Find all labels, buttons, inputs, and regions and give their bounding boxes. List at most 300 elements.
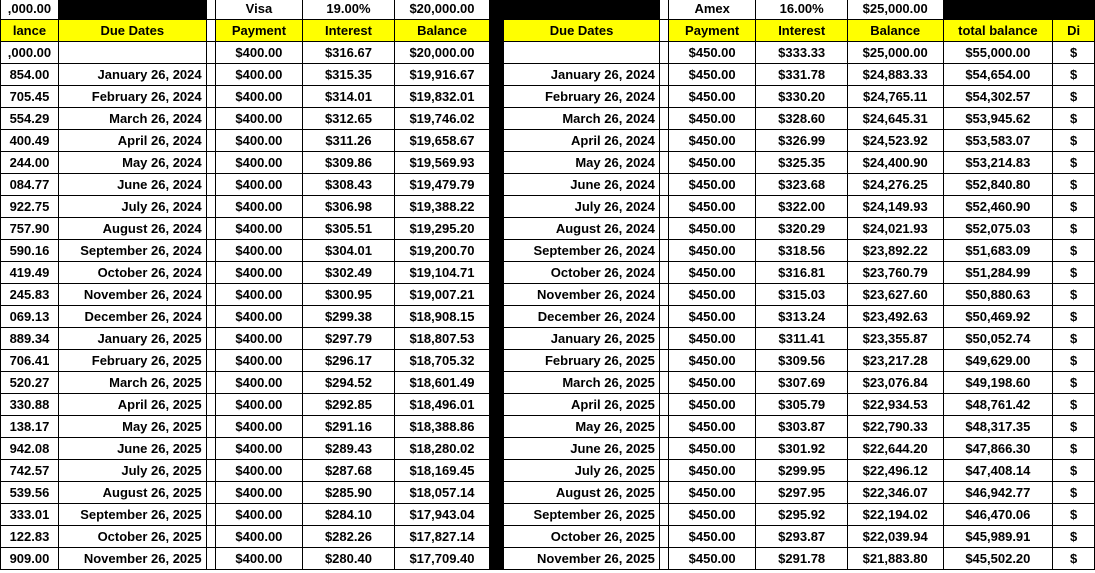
cell-due-date-2[interactable]: December 26, 2024 — [504, 306, 660, 328]
cell-interest-1[interactable]: $284.10 — [303, 504, 394, 526]
cell-balance-1[interactable]: $19,746.02 — [394, 108, 490, 130]
cell-interest-2[interactable]: $303.87 — [756, 416, 847, 438]
gap-cell — [659, 262, 668, 284]
cell-due-date-1[interactable]: May 26, 2024 — [58, 152, 206, 174]
cell-payment-1[interactable]: $400.00 — [215, 240, 303, 262]
cell-balance-1[interactable]: $18,496.01 — [394, 394, 490, 416]
cell-due-date-2[interactable]: June 26, 2025 — [504, 438, 660, 460]
table-row[interactable] — [1, 108, 1095, 130]
cell-due-date-2[interactable]: February 26, 2025 — [504, 350, 660, 372]
cell-payment-2[interactable]: $450.00 — [668, 86, 756, 108]
cell-payment-2[interactable]: $450.00 — [668, 108, 756, 130]
cell-payment-2[interactable]: $450.00 — [668, 196, 756, 218]
cell-due-date-1[interactable]: January 26, 2024 — [58, 64, 206, 86]
cell-due-date-2[interactable]: May 26, 2024 — [504, 152, 660, 174]
cell-balance-2[interactable]: $24,276.25 — [847, 174, 943, 196]
cell-left-balance[interactable]: 330.88 — [1, 394, 59, 416]
cell-interest-2[interactable]: $331.78 — [756, 64, 847, 86]
cell-payment-1[interactable]: $400.00 — [215, 482, 303, 504]
cell-payment-1[interactable]: $400.00 — [215, 372, 303, 394]
cell-balance-2[interactable]: $23,076.84 — [847, 372, 943, 394]
cell-payment-1[interactable]: $400.00 — [215, 218, 303, 240]
cell-total-balance[interactable]: $50,052.74 — [943, 328, 1053, 350]
cell-due-date-1[interactable]: November 26, 2024 — [58, 284, 206, 306]
cell-balance-1[interactable]: $18,388.86 — [394, 416, 490, 438]
cell-due-date-1[interactable]: January 26, 2025 — [58, 328, 206, 350]
cell-due-date-2[interactable]: June 26, 2024 — [504, 174, 660, 196]
cell-balance-2[interactable]: $24,523.92 — [847, 130, 943, 152]
cell-balance-2[interactable]: $22,934.53 — [847, 394, 943, 416]
cell-total-balance[interactable]: $48,761.42 — [943, 394, 1053, 416]
table-row[interactable] — [1, 174, 1095, 196]
cell-interest-1[interactable]: $280.40 — [303, 548, 394, 570]
cell-payment-1[interactable]: $400.00 — [215, 130, 303, 152]
cell-interest-1[interactable]: $302.49 — [303, 262, 394, 284]
cell-interest-1[interactable]: $309.86 — [303, 152, 394, 174]
cell-interest-2[interactable]: $301.92 — [756, 438, 847, 460]
cell-interest-2[interactable]: $293.87 — [756, 526, 847, 548]
gap-cell — [206, 504, 215, 526]
cell-balance-1[interactable]: $18,601.49 — [394, 372, 490, 394]
cell-due-date-1[interactable]: August 26, 2025 — [58, 482, 206, 504]
cell-left-balance[interactable]: 333.01 — [1, 504, 59, 526]
cell-due-date-2[interactable]: January 26, 2024 — [504, 64, 660, 86]
cell-diff[interactable]: $ — [1053, 130, 1095, 152]
cell-left-balance[interactable]: 554.29 — [1, 108, 59, 130]
cell-payment-1[interactable]: $400.00 — [215, 174, 303, 196]
cell-balance-2[interactable]: $23,627.60 — [847, 284, 943, 306]
cell-balance-2[interactable]: $23,492.63 — [847, 306, 943, 328]
cell-payment-1[interactable]: $400.00 — [215, 394, 303, 416]
cell-total-balance[interactable]: $53,945.62 — [943, 108, 1053, 130]
col-header-interest-1: Interest — [303, 20, 394, 42]
cell-due-date-1[interactable]: December 26, 2024 — [58, 306, 206, 328]
table-row[interactable] — [1, 394, 1095, 416]
cell-interest-2[interactable]: $320.29 — [756, 218, 847, 240]
cell-total-balance[interactable]: $49,198.60 — [943, 372, 1053, 394]
cell-payment-1[interactable]: $400.00 — [215, 504, 303, 526]
cell-diff[interactable]: $ — [1053, 174, 1095, 196]
cell-balance-1[interactable]: $19,916.67 — [394, 64, 490, 86]
cell-due-date-2[interactable]: July 26, 2025 — [504, 460, 660, 482]
cell-interest-2[interactable]: $318.56 — [756, 240, 847, 262]
cell-balance-2[interactable]: $24,765.11 — [847, 86, 943, 108]
cell-diff[interactable]: $ — [1053, 284, 1095, 306]
cell-balance-2[interactable]: $24,021.93 — [847, 218, 943, 240]
cell-interest-2[interactable]: $316.81 — [756, 262, 847, 284]
cell-balance-2[interactable]: $24,400.90 — [847, 152, 943, 174]
cell-diff[interactable]: $ — [1053, 482, 1095, 504]
cell-left-balance[interactable]: 400.49 — [1, 130, 59, 152]
cell-due-date-1[interactable]: May 26, 2025 — [58, 416, 206, 438]
cell-interest-1[interactable]: $289.43 — [303, 438, 394, 460]
cell-balance-2[interactable]: $23,760.79 — [847, 262, 943, 284]
cell-left-balance[interactable]: 244.00 — [1, 152, 59, 174]
cell-payment-2[interactable]: $450.00 — [668, 64, 756, 86]
cell-interest-2[interactable]: $291.78 — [756, 548, 847, 570]
cell-total-balance[interactable]: $52,460.90 — [943, 196, 1053, 218]
cell-diff[interactable]: $ — [1053, 64, 1095, 86]
cell-payment-2[interactable]: $450.00 — [668, 152, 756, 174]
cell-balance-2[interactable]: $22,790.33 — [847, 416, 943, 438]
cell-balance-2[interactable]: $21,883.80 — [847, 548, 943, 570]
cell-payment-1[interactable]: $400.00 — [215, 416, 303, 438]
cell-payment-1[interactable]: $400.00 — [215, 86, 303, 108]
cell-left-balance[interactable]: 084.77 — [1, 174, 59, 196]
cell-total-balance[interactable]: $55,000.00 — [943, 42, 1053, 64]
cell-interest-1[interactable]: $282.26 — [303, 526, 394, 548]
cell-balance-1[interactable]: $20,000.00 — [394, 42, 490, 64]
cell-payment-2[interactable]: $450.00 — [668, 130, 756, 152]
cell-due-date-1[interactable]: June 26, 2024 — [58, 174, 206, 196]
cell-spacer — [490, 328, 504, 350]
cell-payment-1[interactable]: $400.00 — [215, 438, 303, 460]
cell-due-date-1[interactable]: October 26, 2024 — [58, 262, 206, 284]
cell-total-balance[interactable]: $52,840.80 — [943, 174, 1053, 196]
cell-balance-2[interactable]: $22,644.20 — [847, 438, 943, 460]
cell-payment-2[interactable]: $450.00 — [668, 460, 756, 482]
cell-balance-1[interactable]: $19,832.01 — [394, 86, 490, 108]
cell-due-date-2[interactable]: August 26, 2025 — [504, 482, 660, 504]
gap-cell — [659, 108, 668, 130]
cell-due-date-2[interactable]: November 26, 2024 — [504, 284, 660, 306]
cell-interest-2[interactable]: $325.35 — [756, 152, 847, 174]
cell-due-date-2[interactable]: March 26, 2024 — [504, 108, 660, 130]
cell-left-balance[interactable]: 539.56 — [1, 482, 59, 504]
cell-spacer — [490, 416, 504, 438]
cell-balance-1[interactable]: $18,908.15 — [394, 306, 490, 328]
table-row[interactable] — [1, 284, 1095, 306]
cell-balance-1[interactable]: $19,007.21 — [394, 284, 490, 306]
cell-payment-1[interactable]: $400.00 — [215, 64, 303, 86]
cell-due-date-2[interactable]: November 26, 2025 — [504, 548, 660, 570]
cell-interest-2[interactable]: $333.33 — [756, 42, 847, 64]
cell-interest-2[interactable]: $307.69 — [756, 372, 847, 394]
cell-diff[interactable]: $ — [1053, 548, 1095, 570]
cell-balance-1[interactable]: $19,658.67 — [394, 130, 490, 152]
cell-interest-2[interactable]: $295.92 — [756, 504, 847, 526]
cell-diff[interactable]: $ — [1053, 152, 1095, 174]
cell-payment-2[interactable]: $450.00 — [668, 394, 756, 416]
cell-balance-2[interactable]: $24,883.33 — [847, 64, 943, 86]
cell-left-balance[interactable]: 909.00 — [1, 548, 59, 570]
cell-payment-1[interactable]: $400.00 — [215, 460, 303, 482]
cell-total-balance[interactable]: $51,284.99 — [943, 262, 1053, 284]
cell-interest-2[interactable]: $323.68 — [756, 174, 847, 196]
cell-payment-1[interactable]: $400.00 — [215, 350, 303, 372]
cell-diff[interactable]: $ — [1053, 86, 1095, 108]
gap-cell — [206, 350, 215, 372]
cell-due-date-1[interactable]: June 26, 2025 — [58, 438, 206, 460]
table-row[interactable] — [1, 438, 1095, 460]
cell-interest-1[interactable]: $285.90 — [303, 482, 394, 504]
cell-payment-1[interactable]: $400.00 — [215, 42, 303, 64]
cell-diff[interactable]: $ — [1053, 42, 1095, 64]
cell-interest-1[interactable]: $299.38 — [303, 306, 394, 328]
cell-balance-1[interactable]: $18,057.14 — [394, 482, 490, 504]
cell-diff[interactable]: $ — [1053, 306, 1095, 328]
cell-due-date-1[interactable]: April 26, 2025 — [58, 394, 206, 416]
cell-left-balance[interactable]: 138.17 — [1, 416, 59, 438]
cell-balance-1[interactable]: $17,709.40 — [394, 548, 490, 570]
cell-balance-2[interactable]: $24,149.93 — [847, 196, 943, 218]
cell-balance-2[interactable]: $23,892.22 — [847, 240, 943, 262]
cell-payment-1[interactable]: $400.00 — [215, 306, 303, 328]
cell-diff[interactable]: $ — [1053, 240, 1095, 262]
gap-cell — [206, 438, 215, 460]
cell-diff[interactable]: $ — [1053, 438, 1095, 460]
cell-left-balance[interactable]: 419.49 — [1, 262, 59, 284]
cell-balance-2[interactable]: $25,000.00 — [847, 42, 943, 64]
cell-payment-2[interactable]: $450.00 — [668, 438, 756, 460]
cell-interest-2[interactable]: $326.99 — [756, 130, 847, 152]
table-row[interactable] — [1, 504, 1095, 526]
table-row[interactable] — [1, 196, 1095, 218]
cell-due-date-2[interactable]: January 26, 2025 — [504, 328, 660, 350]
cell-payment-1[interactable]: $400.00 — [215, 152, 303, 174]
cell-left-balance[interactable]: 889.34 — [1, 328, 59, 350]
cell-balance-2[interactable]: $22,496.12 — [847, 460, 943, 482]
cell-interest-1[interactable]: $314.01 — [303, 86, 394, 108]
cell-balance-2[interactable]: $24,645.31 — [847, 108, 943, 130]
cell-due-date-1[interactable]: October 26, 2025 — [58, 526, 206, 548]
cell-payment-2[interactable]: $450.00 — [668, 218, 756, 240]
cell-balance-1[interactable]: $19,569.93 — [394, 152, 490, 174]
cell-balance-1[interactable]: $19,295.20 — [394, 218, 490, 240]
cell-interest-1[interactable]: $292.85 — [303, 394, 394, 416]
cell-balance-2[interactable]: $22,039.94 — [847, 526, 943, 548]
cell-total-balance[interactable]: $46,470.06 — [943, 504, 1053, 526]
cell-due-date-2[interactable]: October 26, 2025 — [504, 526, 660, 548]
cell-left-balance[interactable]: 590.16 — [1, 240, 59, 262]
cell-interest-1[interactable]: $287.68 — [303, 460, 394, 482]
table-row[interactable] — [1, 64, 1095, 86]
cell-diff[interactable]: $ — [1053, 218, 1095, 240]
cell-diff[interactable]: $ — [1053, 526, 1095, 548]
table-row[interactable] — [1, 240, 1095, 262]
cell-interest-2[interactable]: $328.60 — [756, 108, 847, 130]
table-row[interactable] — [1, 130, 1095, 152]
cell-total-balance[interactable]: $54,654.00 — [943, 64, 1053, 86]
cell-left-balance[interactable]: 922.75 — [1, 196, 59, 218]
cell-interest-1[interactable]: $300.95 — [303, 284, 394, 306]
cell-diff[interactable]: $ — [1053, 328, 1095, 350]
cell-interest-1[interactable]: $304.01 — [303, 240, 394, 262]
cell-payment-2[interactable]: $450.00 — [668, 372, 756, 394]
gap-cell — [659, 372, 668, 394]
cell-total-balance[interactable]: $52,075.03 — [943, 218, 1053, 240]
table-row[interactable] — [1, 86, 1095, 108]
cell-balance-1[interactable]: $18,807.53 — [394, 328, 490, 350]
cell-total-balance[interactable]: $46,942.77 — [943, 482, 1053, 504]
cell-due-date-2[interactable] — [504, 42, 660, 64]
cell-due-date-2[interactable]: July 26, 2024 — [504, 196, 660, 218]
cell-due-date-1[interactable]: September 26, 2025 — [58, 504, 206, 526]
cell-due-date-1[interactable]: July 26, 2025 — [58, 460, 206, 482]
cell-diff[interactable]: $ — [1053, 394, 1095, 416]
cell-total-balance[interactable]: $47,408.14 — [943, 460, 1053, 482]
cell-spacer — [490, 350, 504, 372]
cell-due-date-2[interactable]: April 26, 2025 — [504, 394, 660, 416]
cell-due-date-1[interactable]: March 26, 2024 — [58, 108, 206, 130]
table-row[interactable] — [1, 218, 1095, 240]
cell-left-balance[interactable]: 122.83 — [1, 526, 59, 548]
cell-payment-1[interactable]: $400.00 — [215, 526, 303, 548]
cell-left-balance[interactable]: ,000.00 — [1, 42, 59, 64]
table-row[interactable] — [1, 152, 1095, 174]
cell-payment-2[interactable]: $450.00 — [668, 482, 756, 504]
cell-due-date-1[interactable]: February 26, 2024 — [58, 86, 206, 108]
cell-left-balance[interactable]: 520.27 — [1, 372, 59, 394]
cell-balance-2[interactable]: $22,194.02 — [847, 504, 943, 526]
cell-due-date-1[interactable]: April 26, 2024 — [58, 130, 206, 152]
cell-balance-1[interactable]: $17,943.04 — [394, 504, 490, 526]
cell-interest-1[interactable]: $296.17 — [303, 350, 394, 372]
table-row[interactable] — [1, 42, 1095, 64]
cell-due-date-1[interactable]: March 26, 2025 — [58, 372, 206, 394]
cell-payment-2[interactable]: $450.00 — [668, 350, 756, 372]
cell-due-date-2[interactable]: May 26, 2025 — [504, 416, 660, 438]
col-header-payment-1: Payment — [215, 20, 303, 42]
table-row[interactable] — [1, 262, 1095, 284]
cell-due-date-2[interactable]: September 26, 2024 — [504, 240, 660, 262]
cell-balance-2[interactable]: $23,355.87 — [847, 328, 943, 350]
cell-payment-1[interactable]: $400.00 — [215, 262, 303, 284]
cell-left-balance[interactable]: 757.90 — [1, 218, 59, 240]
cell-total-balance[interactable]: $53,583.07 — [943, 130, 1053, 152]
cell-interest-1[interactable]: $315.35 — [303, 64, 394, 86]
cell-total-balance[interactable]: $45,502.20 — [943, 548, 1053, 570]
cell-payment-1[interactable]: $400.00 — [215, 328, 303, 350]
cell-interest-1[interactable]: $291.16 — [303, 416, 394, 438]
cell-left-balance[interactable]: 069.13 — [1, 306, 59, 328]
cell-left-balance[interactable]: 742.57 — [1, 460, 59, 482]
table-row[interactable] — [1, 306, 1095, 328]
cell-total-balance[interactable]: $49,629.00 — [943, 350, 1053, 372]
cell-payment-2[interactable]: $450.00 — [668, 262, 756, 284]
cell-due-date-1[interactable]: November 26, 2025 — [58, 548, 206, 570]
cell-payment-2[interactable]: $450.00 — [668, 328, 756, 350]
cell-payment-1[interactable]: $400.00 — [215, 548, 303, 570]
cell-interest-2[interactable]: $315.03 — [756, 284, 847, 306]
cell-diff[interactable]: $ — [1053, 416, 1095, 438]
cell-total-balance[interactable]: $53,214.83 — [943, 152, 1053, 174]
cell-balance-2[interactable]: $22,346.07 — [847, 482, 943, 504]
cell-diff[interactable]: $ — [1053, 350, 1095, 372]
table-row[interactable] — [1, 328, 1095, 350]
cell-interest-1[interactable]: $311.26 — [303, 130, 394, 152]
cell-interest-1[interactable]: $312.65 — [303, 108, 394, 130]
cell-payment-2[interactable]: $450.00 — [668, 526, 756, 548]
cell-total-balance[interactable]: $50,469.92 — [943, 306, 1053, 328]
cell-left-balance[interactable]: 245.83 — [1, 284, 59, 306]
table-row[interactable] — [1, 372, 1095, 394]
cell-due-date-2[interactable]: March 26, 2025 — [504, 372, 660, 394]
table-row[interactable] — [1, 416, 1095, 438]
cell-total-balance[interactable]: $51,683.09 — [943, 240, 1053, 262]
table-row[interactable] — [1, 482, 1095, 504]
cell-due-date-2[interactable]: October 26, 2024 — [504, 262, 660, 284]
cell-diff[interactable]: $ — [1053, 196, 1095, 218]
cell-balance-1[interactable]: $18,705.32 — [394, 350, 490, 372]
cell-payment-1[interactable]: $400.00 — [215, 108, 303, 130]
cell-total-balance[interactable]: $54,302.57 — [943, 86, 1053, 108]
cell-payment-2[interactable]: $450.00 — [668, 504, 756, 526]
cell-balance-1[interactable]: $17,827.14 — [394, 526, 490, 548]
table-row[interactable] — [1, 460, 1095, 482]
cell-due-date-2[interactable]: April 26, 2024 — [504, 130, 660, 152]
cell-diff[interactable]: $ — [1053, 372, 1095, 394]
cell-payment-2[interactable]: $450.00 — [668, 42, 756, 64]
cell-left-balance[interactable]: 942.08 — [1, 438, 59, 460]
cell-payment-2[interactable]: $450.00 — [668, 284, 756, 306]
cell-left-balance[interactable]: 705.45 — [1, 86, 59, 108]
cell-due-date-1[interactable] — [58, 42, 206, 64]
cell-interest-1[interactable]: $308.43 — [303, 174, 394, 196]
cell-diff[interactable]: $ — [1053, 504, 1095, 526]
cell-interest-1[interactable]: $305.51 — [303, 218, 394, 240]
cell-payment-2[interactable]: $450.00 — [668, 174, 756, 196]
cell-payment-2[interactable]: $450.00 — [668, 416, 756, 438]
cell-balance-1[interactable]: $18,169.45 — [394, 460, 490, 482]
cell-diff[interactable]: $ — [1053, 460, 1095, 482]
cell-due-date-1[interactable]: February 26, 2025 — [58, 350, 206, 372]
cell-due-date-1[interactable]: September 26, 2024 — [58, 240, 206, 262]
cell-interest-1[interactable]: $306.98 — [303, 196, 394, 218]
cell-interest-2[interactable]: $330.20 — [756, 86, 847, 108]
cell-due-date-2[interactable]: September 26, 2025 — [504, 504, 660, 526]
cell-due-date-1[interactable]: July 26, 2024 — [58, 196, 206, 218]
cell-total-balance[interactable]: $50,880.63 — [943, 284, 1053, 306]
gap-cell — [659, 460, 668, 482]
cell-interest-2[interactable]: $305.79 — [756, 394, 847, 416]
cell-total-balance[interactable]: $48,317.35 — [943, 416, 1053, 438]
cell-interest-2[interactable]: $309.56 — [756, 350, 847, 372]
cell-diff[interactable]: $ — [1053, 262, 1095, 284]
cell-left-balance[interactable]: 706.41 — [1, 350, 59, 372]
table-row[interactable] — [1, 526, 1095, 548]
cell-total-balance[interactable]: $47,866.30 — [943, 438, 1053, 460]
cell-interest-1[interactable]: $316.67 — [303, 42, 394, 64]
cell-interest-2[interactable]: $297.95 — [756, 482, 847, 504]
cell-total-balance[interactable]: $45,989.91 — [943, 526, 1053, 548]
cell-interest-1[interactable]: $294.52 — [303, 372, 394, 394]
table-row[interactable] — [1, 548, 1095, 570]
cell-left-balance[interactable]: 854.00 — [1, 64, 59, 86]
cell-payment-2[interactable]: $450.00 — [668, 548, 756, 570]
cell-balance-1[interactable]: $18,280.02 — [394, 438, 490, 460]
table-row[interactable] — [1, 350, 1095, 372]
cell-interest-2[interactable]: $299.95 — [756, 460, 847, 482]
cell-balance-2[interactable]: $23,217.28 — [847, 350, 943, 372]
cell-interest-1[interactable]: $297.79 — [303, 328, 394, 350]
cell-balance-1[interactable]: $19,479.79 — [394, 174, 490, 196]
cell-payment-1[interactable]: $400.00 — [215, 196, 303, 218]
cell-due-date-2[interactable]: February 26, 2024 — [504, 86, 660, 108]
cell-interest-2[interactable]: $322.00 — [756, 196, 847, 218]
cell-payment-2[interactable]: $450.00 — [668, 240, 756, 262]
cell-payment-1[interactable]: $400.00 — [215, 284, 303, 306]
cell-balance-1[interactable]: $19,200.70 — [394, 240, 490, 262]
cell-due-date-1[interactable]: August 26, 2024 — [58, 218, 206, 240]
cell-diff[interactable]: $ — [1053, 108, 1095, 130]
cell-payment-2[interactable]: $450.00 — [668, 306, 756, 328]
cell-due-date-2[interactable]: August 26, 2024 — [504, 218, 660, 240]
cell-interest-2[interactable]: $311.41 — [756, 328, 847, 350]
cell-balance-1[interactable]: $19,388.22 — [394, 196, 490, 218]
cell-balance-1[interactable]: $19,104.71 — [394, 262, 490, 284]
cell-interest-2[interactable]: $313.24 — [756, 306, 847, 328]
